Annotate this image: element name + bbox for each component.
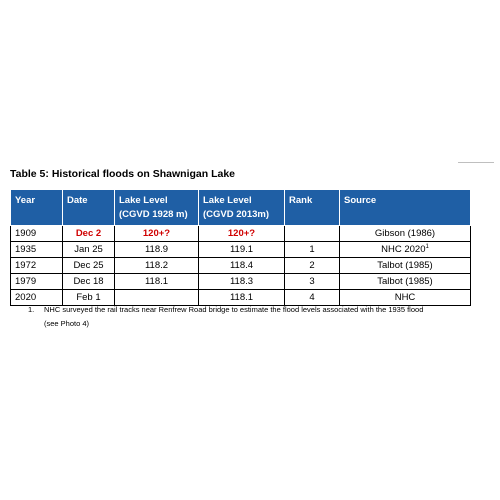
table-row [11, 274, 471, 290]
cell-source [340, 226, 471, 242]
header-rank: Rank [285, 190, 340, 226]
cell-rank: 2 [285, 258, 340, 274]
cell-level-1928: 118.9 [115, 242, 199, 258]
cell-date: Jan 25 [63, 242, 115, 258]
header-lake-level-2013 [199, 190, 285, 226]
cell-date: Dec 2 [63, 226, 115, 242]
header-lake-level-2013-line1: Lake Level [203, 195, 252, 206]
cell-date: Feb 1 [63, 290, 115, 306]
cell-rank [285, 226, 340, 242]
cell-level-2013: 119.1 [199, 242, 285, 258]
cell-level-1928: 118.2 [115, 258, 199, 274]
cell-level-2013: 118.4 [199, 258, 285, 274]
footnote-line1: NHC surveyed the rail tracks near Renfrew Road bridge to estimate the flood levels associated with the 1935 flood [44, 305, 424, 314]
header-source: Source [340, 190, 471, 226]
cell-year: 1979 [11, 274, 63, 290]
table-footnote [28, 303, 490, 331]
cell-source-text: Talbot (1985) [377, 260, 433, 271]
footnote-number: 1. [28, 305, 35, 314]
cell-year: 2020 [11, 290, 63, 306]
cell-level-2013: 118.1 [199, 290, 285, 306]
cell-rank: 1 [285, 242, 340, 258]
cell-rank: 4 [285, 290, 340, 306]
table-row [11, 258, 471, 274]
cell-level-2013: 118.3 [199, 274, 285, 290]
table-row [11, 226, 471, 242]
header-lake-level-2013-line2: (CGVD 2013m) [203, 209, 269, 220]
cell-source [340, 258, 471, 274]
cell-year: 1972 [11, 258, 63, 274]
cell-year: 1909 [11, 226, 63, 242]
cell-date: Dec 25 [63, 258, 115, 274]
cell-source [340, 242, 471, 258]
table-row [11, 242, 471, 258]
header-lake-level-1928-line1: Lake Level [119, 195, 168, 206]
cell-level-1928: 118.1 [115, 274, 199, 290]
table-header-row [11, 190, 471, 226]
cell-level-1928: 120+? [115, 226, 199, 242]
header-lake-level-1928-line2: (CGVD 1928 m) [119, 209, 188, 220]
footnote-line2: (see Photo 4) [44, 319, 90, 328]
cell-source-text: Gibson (1986) [374, 228, 436, 239]
header-lake-level-1928 [115, 190, 199, 226]
cell-source-text: NHC [394, 292, 416, 303]
table-caption: Table 5: Historical floods on Shawnigan Lake [10, 168, 236, 180]
cell-rank: 3 [285, 274, 340, 290]
footnote-reference: 1 [425, 243, 429, 250]
header-year: Year [11, 190, 63, 226]
cell-source-text: Talbot (1985) [377, 276, 433, 287]
page-divider-line [458, 162, 494, 163]
cell-date: Dec 18 [63, 274, 115, 290]
cell-level-2013: 120+? [199, 226, 285, 242]
historical-floods-table [10, 189, 471, 306]
header-date: Date [63, 190, 115, 226]
cell-source-text: NHC 2020 [381, 244, 426, 255]
cell-source [340, 274, 471, 290]
cell-year: 1935 [11, 242, 63, 258]
